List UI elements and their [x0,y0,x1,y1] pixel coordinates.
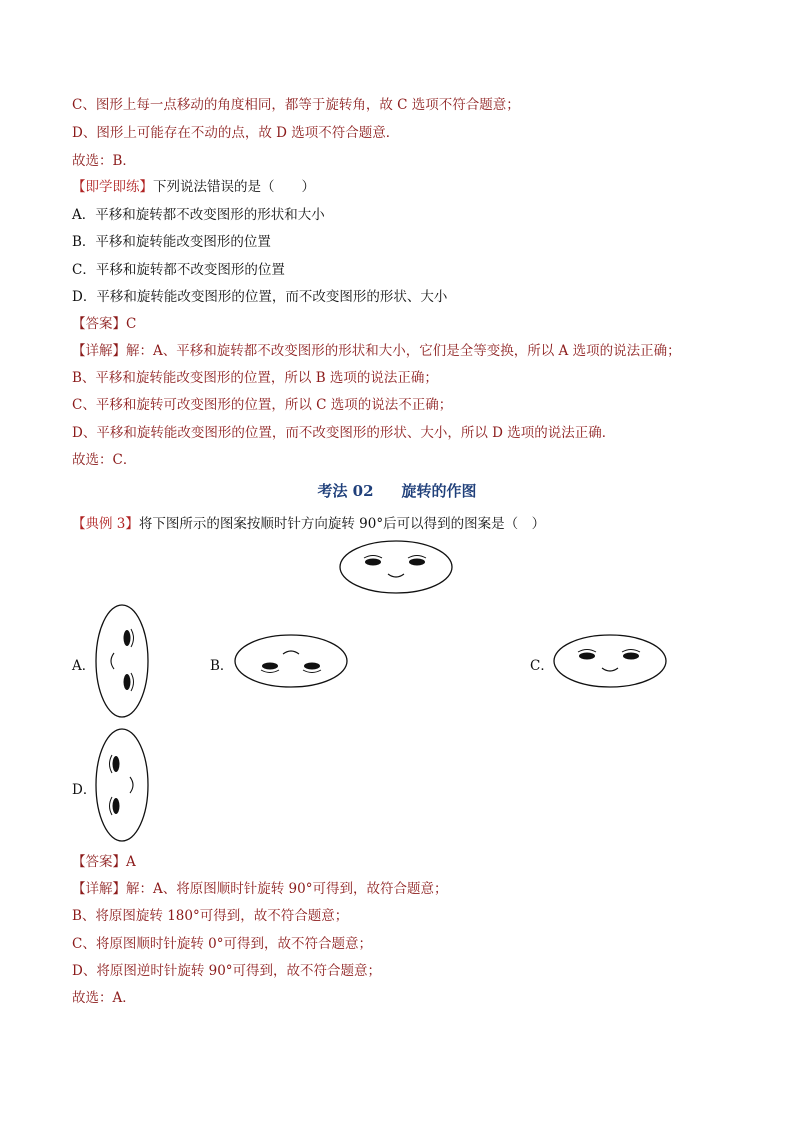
original-face-figure [338,540,454,596]
option-a: A．平移和旋转都不改变图形的形状和大小 [72,207,325,223]
detail-tag: 【详解】 [72,343,126,359]
answer2-detail-d: D、将原图逆时针旋转 90°可得到，故不符合题意； [72,963,382,979]
practice-question-text: 下列说法错误的是（ ） [153,179,315,195]
figure-option-d-label: D． [72,782,97,798]
section-name: 旋转的作图 [401,482,477,500]
figure-option-c[interactable] [552,634,668,690]
answer-tag: 【答案】 [72,316,126,332]
figure-option-c-label: C． [530,658,554,674]
option-c: C．平移和旋转都不改变图形的位置 [72,262,285,278]
answer2-detail-a-text: 解：A、将原图顺时针旋转 90°可得到，故符合题意； [126,881,448,897]
figure-option-b-label: B． [210,658,234,674]
option-d: D．平移和旋转能改变图形的位置，而不改变图形的形状、大小 [72,289,448,305]
figure-option-a-label: A． [72,658,96,674]
detail-b: B、平移和旋转能改变图形的位置，所以 B 选项的说法正确； [72,370,438,386]
example-tag: 【典例 3】 [72,516,139,532]
choose-b: 故选：B． [72,153,136,169]
answer2-detail-c: C、将原图顺时针旋转 0°可得到，故不符合题意； [72,936,372,952]
answer2-detail-b: B、将原图旋转 180°可得到，故不符合题意； [72,908,349,924]
answer2-line [72,853,136,871]
detail-c: C、平移和旋转可改变图形的位置，所以 C 选项的说法不正确； [72,397,453,413]
figure-option-d[interactable] [94,727,150,843]
answer2-detail-tag: 【详解】 [72,881,126,897]
example-question-text: 将下图所示的图案按顺时针方向旋转 90°后可以得到的图案是（ ） [138,516,546,532]
answer-value: C [126,316,137,332]
answer-line [72,315,136,333]
answer2-value: A [126,854,136,870]
explanation-d: D、图形上可能存在不动的点，故 D 选项不符合题意． [72,125,400,141]
figure-option-b[interactable] [233,634,349,690]
detail-d: D、平移和旋转能改变图形的位置，而不改变图形的形状、大小，所以 D 选项的说法正确． [72,425,616,441]
answer2-tag: 【答案】 [72,854,126,870]
practice-tag: 【即学即练】 [72,179,153,195]
example-question [72,515,545,533]
option-b: B．平移和旋转能改变图形的位置 [72,234,271,250]
detail-a-text: 解：A、平移和旋转都不改变图形的形状和大小，它们是全等变换，所以 A 选项的说法正确； [126,343,681,359]
figure-option-a[interactable] [94,603,150,719]
detail-a [72,342,681,360]
section-number: 考法 02 [317,482,374,500]
choose-c: 故选：C． [72,452,137,468]
explanation-c: C、图形上每一点移动的角度相同，都等于旋转角，故 C 选项不符合题意； [72,97,520,113]
answer2-detail-a [72,880,447,898]
section-title [0,480,794,501]
practice-question [72,178,315,196]
answer2-choose: 故选：A． [72,990,136,1006]
